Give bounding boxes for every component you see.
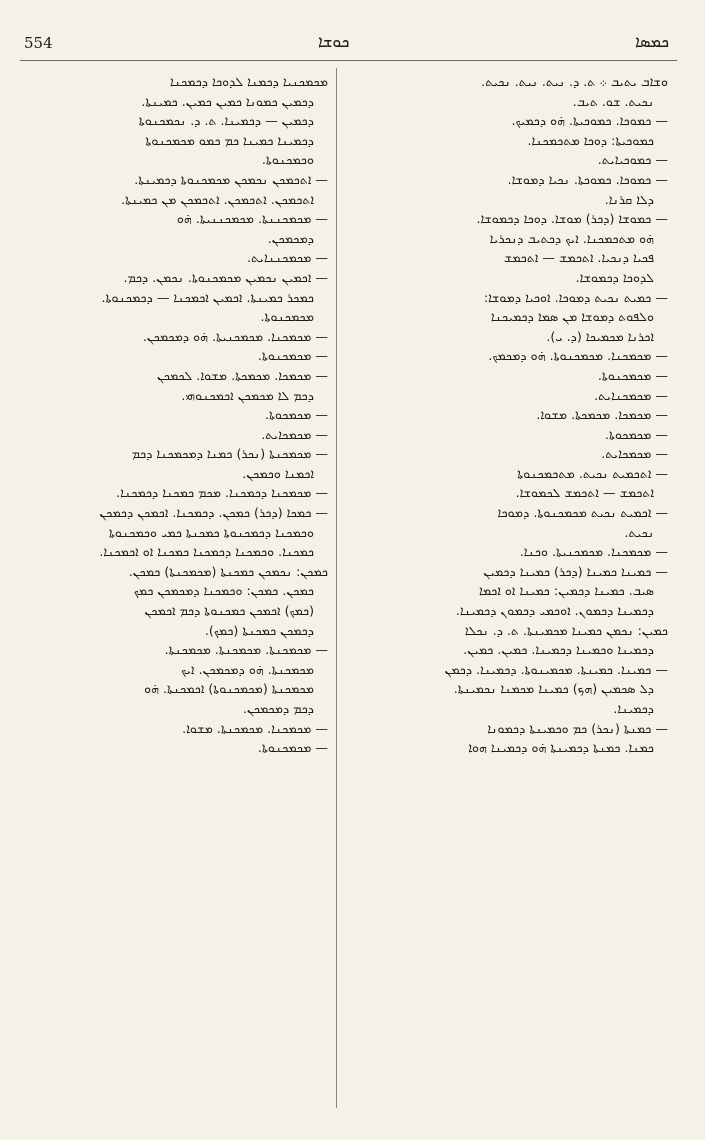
entry-line: — ܡܟܡܟܐ. ܡܟܡܟܬܐ. ܡܫܘܐ. ܠܟܡܟܢ — [156, 367, 328, 383]
entry-line: ܕܠܐ ܩܪܢܐ. — [604, 191, 654, 207]
dictionary-entry — [346, 660, 668, 719]
entry-line: — ܡܟܡܟܢܐ ܕܟܡܟܢܐ. ܡܟܡ ܟܡܟܢܐ ܕܟܡܟܢܐ. — [116, 485, 328, 501]
entry-line: — ܟܡܘܫܐ (ܕܟܪ) ܡܘܫܐ. ܕܘܟܐ ܕܟܡܘܫܐ. — [476, 211, 668, 227]
entry-line: — ܟܡܢܬܐ (ܢܟܪ) ܟܡ ܘܟܡܝܢܬܐ ܕܟܡܘܢܐ — [487, 720, 668, 736]
entry-line: — ܟܡܝܢܐ. ܟܡܝܢܬܐ. ܡܟܡܝܢܘܬܐ. ܕܟܡܝܢܐ. ܕܟܡܢ — [444, 661, 668, 677]
entry-line: — ܡܟܡܟܢܐ. ܡܟܡܟܢܘܬܐ. ܗ̇ܘ ܕܡܟܡܟ. — [488, 348, 668, 364]
entry-line: ܕܡܟܡܟܢ. — [267, 230, 314, 246]
header-rule — [20, 60, 677, 61]
dictionary-entry — [346, 464, 668, 503]
dictionary-entry — [30, 209, 328, 248]
dictionary-entry — [346, 111, 668, 150]
entry-line: — ܐܟܡܝܢ ܢܟܡܝܢ ܡܟܡܟܢܘܬܐ. ܢܟܡܢ. ܕܟܡ. — [123, 269, 328, 285]
entry-line: — ܟܡܝܬ ܢܟܝܬ ܕܡܘܟܐ. ܐܘܟܝܐ ܕܡܘܫܐ: — [483, 289, 668, 305]
entry-line: ܕܠ ܣܟܡܝܢ (ܗܟ) ܟܡܝܢܐ ܡܟܡܢܐ ܢܟܡܝܢܬܐ. — [453, 681, 654, 697]
entry-line: — ܡܟܡܟܘܬܐ. — [264, 407, 328, 423]
entry-line: — ܡܟܡܟܢܐ. ܡܟܡܟܢܝܬܐ. ܘܟܢܐ. — [519, 544, 668, 560]
entry-line: — ܡܟܡܟܐ. ܡܟܡܟܬܐ. ܡܫܘܐ. — [536, 407, 668, 423]
dictionary-entry — [30, 640, 328, 718]
dictionary-entry — [346, 288, 668, 347]
entry-line: ܣܝܒ. ܟܡܝܢܐ ܕܟܡܝܢ: ܟܡܝܢܐ ܐܘ ܐܟܡܐ — [478, 583, 654, 599]
entry-line: — ܡܟܡܟܢܐܝܬ. — [594, 387, 668, 403]
entry-line: ܕܟܡ ܠܐ ܡܟܡܟܢ ܐܟܡܟܢܘܗܝ. — [181, 387, 314, 403]
entry-line: — ܡܟܡܟܢܘܬܐ. — [257, 740, 328, 756]
dictionary-entry — [346, 562, 668, 621]
entry-line: — ܐܬܟܡܟܢ ܢܟܡܟܢ ܡܟܡܟܢܘܬܐ ܕܟܡܝܢܬܐ. — [134, 171, 328, 187]
entry-line: — ܡܟܡܟܢܘܬܐ. — [597, 367, 668, 383]
entry-line: — ܡܟܡܟܢܢܐܝܬ. — [246, 250, 328, 266]
entry-line: (ܟܡܟ) ܐܟܡܟܢ ܟܡܟܢܘܬܐ ܕܟܡ ܐܟܡܟܢ — [144, 603, 314, 619]
dictionary-entry — [346, 542, 668, 562]
entry-line: ܢܟܝܬ. ܫܘ. ܬܝܒ. — [572, 93, 654, 109]
entry-line: ܐܟܪܢܐ ܡܟܡܝܟܐ (ܕ. ܝ). — [546, 328, 654, 344]
entry-line: ܟܡܢܐ. ܟܡܢܬܐ ܕܟܡܝܢܬܐ ܗ̇ܘ ܕܟܡܝܢܐ ܗܘܐ — [468, 740, 654, 756]
entry-line: — ܟܡܟܐ (ܕܟܪ) ܟܡܟܢ. ܕܟܡܟܢܐ. ܐܟܡܟܢ ܕܟܡܟܢ — [99, 505, 328, 521]
dictionary-entry — [346, 719, 668, 758]
entry-line: — ܡܟܡܟܢܢܬܐ. ܡܟܡܟܢܢܝܬܐ. ܗ̇ܘ — [176, 211, 328, 227]
entry-line: ܕܟܡ ܕܡܟܡܟܢ. — [243, 701, 314, 716]
dictionary-entry — [346, 405, 668, 425]
entry-line: — ܟܡܘܟܐ. ܟܡܘܟܬܐ. ܢܟܝܐ ܕܡܘܫܐ. — [507, 171, 668, 187]
entry-line: ܡܟܡܟܢܝܐ ܕܟܡܢܐ ܠܕܘܟܐ ܕܟܡܟܢܐ — [169, 74, 328, 89]
entry-line: — ܡܟܡܟܐܝܬ. — [261, 426, 328, 442]
dictionary-entry — [30, 346, 328, 366]
dictionary-entry — [30, 405, 328, 425]
entry-line: ܟܡܟܢܐ. ܘܟܡܟܢܐ ܕܟܡܟܢܐ ܟܡܟܢܐ ܐܘ ܐܟܡܟܢܐ. — [99, 544, 314, 560]
entry-line: ܟܡܘܟܝܬܐ: ܕܘܟܐ ܡܬܟܡܟܢܐ. — [527, 132, 654, 148]
entry-line: — ܡܟܡܟܢܘܬܐ. — [257, 348, 328, 364]
entry-line: — ܟܡܝܢܐ ܟܡܝܢܐ (ܕܟܪ) ܟܡܝܢܐ ܕܟܡܝܢ — [483, 563, 668, 579]
entry-line: ܠܕܘܟܐ ܕܟܡܘܫܐ. — [575, 269, 654, 285]
entry-line: — ܟܡܘܟܝܐܝܬ. — [597, 152, 668, 168]
dictionary-entry — [30, 483, 328, 503]
page-header — [18, 28, 677, 56]
dictionary-entry — [346, 346, 668, 366]
entry-line: ܐܬܟܡܫ — ܐܬܟܡܫ ܠܟܡܘܫܐ. — [515, 485, 654, 501]
entry-line: ܘܟܡܟܢܘܬܐ. — [261, 152, 314, 168]
entry-line: ܟܡܟܪ ܟܡܝܢܬܐ. ܐܟܡܝܢ ܐܟܡܟܢܐ — ܕܟܡܟܢܘܬܐ. — [101, 289, 314, 305]
entry-line: — ܡܟܡܟܢܐ. ܡܟܡܟܢܝܬܐ. ܗ̇ܘ ܕܡܟܡܟܢ. — [142, 328, 328, 344]
entry-line: ܟܡܟܢ. ܟܡܟܢ: ܘܟܡܟܢܐ ܕܡܟܡܟܢ ܟܡܟ — [133, 583, 314, 599]
entry-line: ܕܟܡܝܢ — ܕܟܡܝܢܐ. ܬ. ܕ. ܢܟܡܟܢܘܬܐ — [138, 113, 314, 129]
entry-line: — ܡܟܡܟܘܬܐ. — [604, 426, 668, 442]
dictionary-entry — [30, 72, 328, 170]
entry-line: ܕܟܡܝܢܐ ܘܟܡܝܢܐ ܕܟܡܝܢܐ. ܟܡܝܢ. ܟܡܝܢ. — [463, 642, 654, 658]
entry-line: ܦܟܝܐ ܕܢܟܝܐ. ܐܬܟܡܫ — ܐܬܟܡܫ — [503, 250, 654, 266]
right-column — [346, 72, 668, 758]
dictionary-entry — [346, 425, 668, 445]
dictionary-entry — [30, 444, 328, 483]
entry-line: ܡܟܡܟܢܬܐ (ܡܟܡܟܢܘܬܐ) ܐܟܡܟܢܬܐ. ܗ̇ܘ — [144, 681, 314, 697]
entry-line: ܘܟܡܟܢܐ ܕܟܡܟܢܘܬܐ ܟܡܟܢܬܐ ܟܡܝ ܘܟܡܟܢܘܬܐ — [108, 524, 314, 540]
entry-line: — ܡܟܡܟܢܬܐ. ܡܟܡܟܢܬܐ. ܡܟܡܟܢܬܐ. — [164, 642, 328, 658]
entry-line: ܡܟܡܟܢܘܬܐ. — [260, 309, 314, 325]
dictionary-entry — [346, 366, 668, 386]
entry-line: ܘܫܐܒ ܝܬܝܒ ܀ ܬ. ܕ. ܢܝܬ. ܢܝܬ. ܢܟܝܬ. — [481, 74, 668, 89]
entry-line: ܕܟܡܝܢܐ. — [613, 701, 654, 716]
column-divider — [336, 68, 337, 1108]
page-number: 554 — [24, 34, 53, 52]
dictionary-entry — [30, 503, 328, 562]
entry-line: — ܡܟܡܟܢܐ. ܡܟܡܟܢܬܐ. ܡܫܘܐ. — [182, 720, 328, 736]
entry-line: ܗ̇ܘ ܡܬܟܡܟܢܐ. ܐܝܟ ܕܟܬܝܒ ܕܢܟܪܝܐ — [489, 230, 654, 246]
entry-line: ܕܟܡܝܢܐ ܕܟܡܘܢ. ܐܘܟܡܝ ܕܟܡܘܢ ܕܟܡܝܢܐ. — [455, 603, 654, 619]
dictionary-entry — [30, 170, 328, 209]
dictionary-entry — [30, 268, 328, 327]
entry-line: — ܐܟܡܝܬ ܢܟܝܬ ܡܟܡܟܢܘܬܐ. ܕܡܘܟܐ — [497, 505, 668, 521]
entry-line: ܐܟܡܢܐ ܘܟܡܟܢ. — [242, 465, 314, 481]
dictionary-entry — [346, 170, 668, 209]
entry-line: — ܟܡܘܟܐ. ܟܡܘܟܝܬܐ. ܗ̇ܘ ܕܟܡܝܟ. — [511, 113, 668, 129]
entry-line: — ܡܟܡܟܢܬܐ (ܢܟܪ) ܟܡܢܐ ܕܡܟܡܟܢܐ ܕܟܡ — [131, 446, 328, 462]
entry-line: ܐܬܟܡܟܢ. ܐܬܟܡܟܢ. ܐܬܟܡܟܢ ܡܢ ܟܡܝܢܬܐ. — [121, 191, 314, 207]
dictionary-entry — [346, 503, 668, 542]
entry-line: ܕܟܡܟܢ ܟܡܟܢܬܐ (ܟܡܟ). — [204, 622, 314, 638]
left-column — [30, 72, 328, 758]
entry-line: ܢܟܝܬ. — [624, 524, 654, 540]
dictionary-entry — [30, 738, 328, 758]
entry-line: ܕܟܡܝܢܐ ܟܡܝܢܐ ܟܡ ܟܡܘ ܡܟܡܟܢܘܬܐ — [145, 132, 314, 148]
entry-line: — ܡܟܡܟܐܝܬ. — [601, 446, 668, 462]
entry-line: ܟܡܝܢ: ܢܟܡܢ ܟܡܝܢܐ ܡܟܡܝܢܬܐ. ܬ. ܕ. ܢܟܠܐ — [464, 622, 668, 638]
dictionary-entry — [30, 327, 328, 347]
entry-line: ܟܡܟܢ: ܢܟܡܟܢ ܟܡܟܢܬܐ (ܡܟܡܟܢܬܐ) ܟܡܟܢ. — [128, 563, 328, 579]
dictionary-entry — [346, 386, 668, 406]
dictionary-entry — [346, 444, 668, 464]
dictionary-entry — [346, 621, 668, 660]
dictionary-entry — [30, 248, 328, 268]
dictionary-entry — [346, 209, 668, 287]
running-head-right: ܟܡܣܐ — [635, 32, 669, 51]
entry-line: ܘܠܦܘܬ ܕܡܘܫܐ ܡܢ ܣܡܐ ܕܟܡܝܟܢܐ — [490, 309, 654, 325]
running-head-center: ܟܘܫܐ — [318, 32, 350, 51]
dictionary-entry — [30, 425, 328, 445]
dictionary-entry — [30, 719, 328, 739]
dictionary-entry — [346, 150, 668, 170]
entry-line: — ܐܬܟܡܝܬ ܢܟܝܬ. ܡܬܟܡܟܢܘܬܐ — [517, 465, 668, 481]
entry-line: ܕܟܡܝܢ ܟܡܘܢܐ ܟܡܝܢ ܟܡܝܢ. ܟܡܝܢܬܐ. — [141, 93, 314, 109]
entry-line: ܡܟܡܟܢܬܐ. ܗ̇ܘ ܕܡܟܡܟܢ. ܐܝܟ — [181, 661, 314, 677]
dictionary-entry — [30, 366, 328, 405]
dictionary-entry — [30, 562, 328, 640]
dictionary-entry — [346, 72, 668, 111]
